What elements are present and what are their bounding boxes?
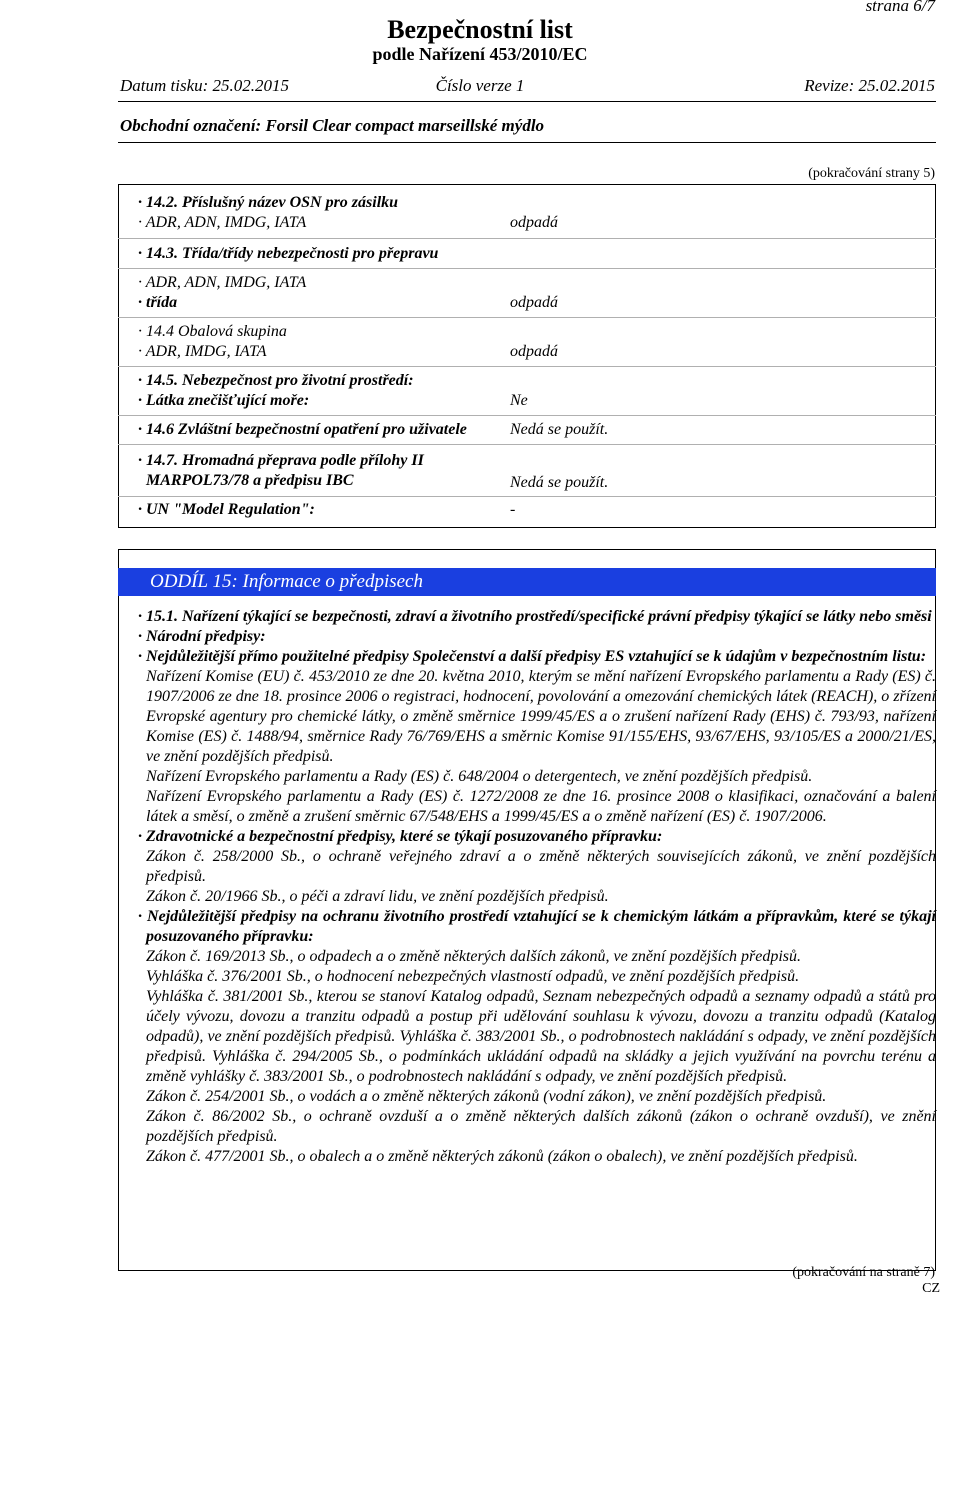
separator: [118, 268, 936, 269]
row-bulk-label: · 14.7. Hromadná přeprava podle přílohy II: [146, 452, 424, 470]
paragraph-reg-453: Nařízení Komise (EU) č. 453/2010 ze dne 20. května 2010, kterým se mění nařízení Evropského parlamentu a Rady (ES) č. 1907/2006 ze dne 18. prosince 2006 o registraci, hodnocení, povolování a omezování chemických látek (REACH), o zřízení Evropské agentury pro chemické látky, o změně směrnice 1999/45/ES a o zrušení nařízení Rady (EHS) č. 793/93, nařízení Komise (ES) č. 1488/94, směrnice Rady 76/769/EHS a směrnic Komise 91/155/EHS, 93/67/EHS, 93/105/ES a 2000/21/ES, ve znění pozdějších předpisů.: [146, 668, 936, 765]
row-class-value: odpadá: [510, 294, 558, 311]
paragraph-decree-381: Vyhláška č. 381/2001 Sb., kterou se stanoví Katalog odpadů, Seznam nebezpečných odpadů a seznamy odpadů a států pro účely vývozu, dovozu a tranzitu odpadů a postup při udělování souhlasu k vývozu, dovozu a tranzitu odpadů (Katalog odpadů), ve znění pozdějších předpisů. Vyhláška č. 383/2001 Sb., o podrobnostech nakládání s odpady, ve znění pozdějších předpisů. Vyhláška č. 294/2005 Sb., o podmínkách ukládání odpadů na skládky a jejich využívání na povrchu terénu a změně vyhlášky č. 383/2001 Sb., o podrobnostech nakládání s odpady, ve znění pozdějších předpisů.: [146, 988, 936, 1085]
section15-heading: ODDÍL 15: Informace o předpisech: [150, 571, 423, 592]
version-number: Číslo verze 1: [435, 76, 525, 95]
separator: [118, 415, 936, 416]
page-number: strana 6/7: [865, 0, 935, 15]
paragraph-law-477: Zákon č. 477/2001 Sb., o obalech a o změně některých zákonů (zákon o obalech), ve znění pozdějších předpisů.: [146, 1148, 858, 1165]
trade-name: Obchodní označení: Forsil Clear compact marseillské mýdlo: [120, 116, 545, 135]
row-bulk-value: Nedá se použít.: [510, 474, 609, 491]
paragraph-law-258: Zákon č. 258/2000 Sb., o ochraně veřejného zdraví a o změně některých souvisejících zákonů, ve znění pozdějších předpisů.: [146, 848, 936, 885]
paragraph-health-heading: · Zdravotnické a bezpečnostní předpisy, které se týkají posuzovaného přípravku:: [146, 827, 936, 847]
continuation-from: (pokračování strany 5): [808, 166, 935, 181]
row-packing-title: · 14.4 Obalová skupina: [146, 323, 287, 341]
row-class-label: · ADR, ADN, IMDG, IATA: [146, 274, 306, 292]
row-un-name-value: odpadá: [510, 214, 558, 231]
row-class-title: · 14.3. Třída/třídy nebezpečnosti pro přepravu: [146, 245, 438, 263]
separator: [118, 496, 936, 497]
paragraph-env-heading: · Nejdůležitější předpisy na ochranu životního prostředí vztahující se k chemickým látkám a přípravkům, které se týkají posuzovaného přípravku:: [146, 907, 936, 947]
header-rule: [118, 101, 936, 102]
paragraph-community: · Nejdůležitější přímo použitelné předpisy Společenství a další předpisy ES vztahující se k údajům v bezpečnostním listu:: [146, 647, 936, 667]
row-env-title: · 14.5. Nebezpečnost pro životní prostředí:: [146, 372, 414, 390]
row-un-name-label: · ADR, ADN, IMDG, IATA: [146, 214, 306, 232]
paragraph-law-20: Zákon č. 20/1966 Sb., o péči a zdraví lidu, ve znění pozdějších předpisů.: [146, 888, 609, 905]
separator: [118, 366, 936, 367]
continuation-to: (pokračování na straně 7): [792, 1265, 935, 1280]
paragraph-decree-376: Vyhláška č. 376/2001 Sb., o hodnocení nebezpečných vlastností odpadů, ve znění pozdějších předpisů.: [146, 968, 800, 985]
paragraph-law-169: Zákon č. 169/2013 Sb., o odpadech a o změně některých dalších zákonů, ve znění pozdějších předpisů.: [146, 948, 801, 965]
row-model-value: -: [510, 501, 516, 518]
section15-body: [146, 607, 936, 1167]
row-packing-label: · ADR, IMDG, IATA: [146, 343, 267, 361]
separator: [118, 238, 936, 239]
paragraph-reg-1272: Nařízení Evropského parlamentu a Rady (ES) č. 1272/2008 ze dne 16. prosince 2008 o klasifikaci, označování a balení látek a směsí, o změně a zrušení směrnic 67/548/EHS a 1999/45/ES a o změně nařízení (ES) č. 1907/2006.: [146, 788, 936, 825]
separator: [118, 317, 936, 318]
row-model-label: · UN "Model Regulation":: [146, 501, 315, 519]
paragraph-15-1: · 15.1. Nařízení týkající se bezpečnosti, zdraví a životního prostředí/specifické právní předpisy týkající se látky nebo směsi: [146, 607, 936, 627]
print-date: Datum tisku: 25.02.2015: [120, 76, 290, 95]
row-precautions-label: · 14.6 Zvláštní bezpečnostní opatření pro uživatele: [146, 421, 467, 439]
language-code: CZ: [922, 1281, 940, 1296]
paragraph-law-254: Zákon č. 254/2001 Sb., o vodách a o změně některých zákonů (vodní zákon), ve znění pozdějších předpisů.: [146, 1088, 827, 1105]
row-packing-value: odpadá: [510, 343, 558, 360]
revision-date: Revize: 25.02.2015: [804, 76, 935, 95]
header-rule-bottom: [118, 142, 936, 143]
row-un-name-title: · 14.2. Příslušný název OSN pro zásilku: [146, 194, 398, 212]
paragraph-law-86: Zákon č. 86/2002 Sb., o ochraně ovzduší a o změně některých dalších zákonů (zákon o ochraně ovzduší), ve znění pozdějších předpisů.: [146, 1108, 936, 1145]
row-env-value: Ne: [510, 392, 528, 409]
row-bulk-label2: MARPOL73/78 a předpisu IBC: [146, 472, 354, 489]
row-env-label: · Látka znečišťující moře:: [146, 392, 309, 410]
separator: [118, 444, 936, 445]
row-class-sublabel: · třída: [146, 294, 177, 312]
row-precautions-value: Nedá se použít.: [510, 421, 609, 438]
document-title: Bezpečnostní list: [387, 15, 573, 44]
paragraph-national: · Národní předpisy:: [146, 627, 936, 647]
document-subtitle: podle Nařízení 453/2010/EC: [372, 44, 588, 64]
paragraph-reg-648: Nařízení Evropského parlamentu a Rady (ES) č. 648/2004 o detergentech, ve znění pozdějších předpisů.: [146, 768, 813, 785]
